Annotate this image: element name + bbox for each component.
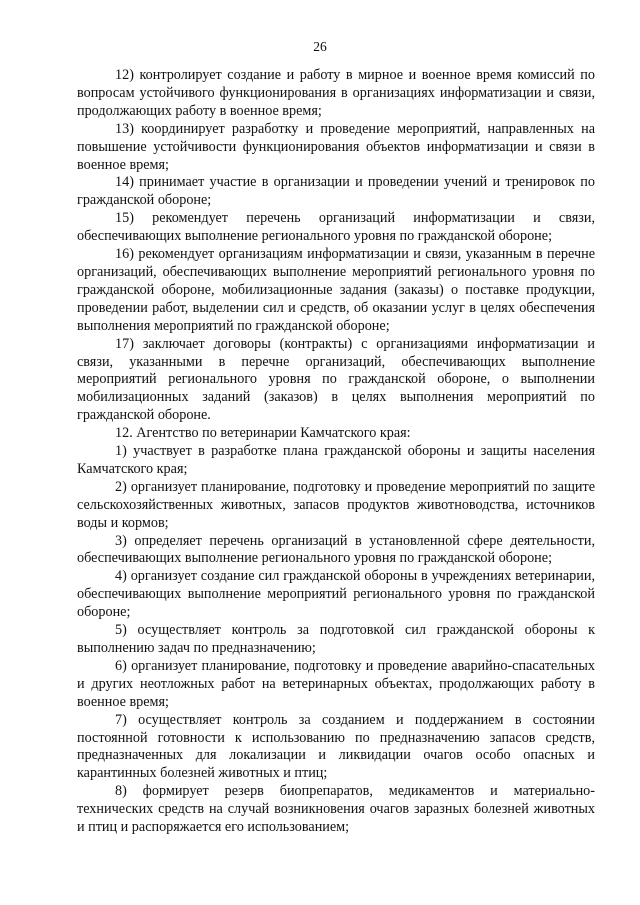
paragraph-item-12: 12) контролирует создание и работу в мирное и военное время комиссий по вопросам устойчивого функционирования в организациях информатизации и связи, продолжающих работу в военное время; [77,67,595,119]
paragraph-item-3: 3) определяет перечень организаций в установленной сфере деятельности, обеспечивающих выполнение регионального уровня по гражданской обороне; [77,532,595,567]
page-number: 26 [313,39,327,54]
paragraph-item-8: 8) формирует резерв биопрепаратов, медикаментов и материально-технических средств на случай возникновения очагов заразных болезней животных и птиц и распоряжается его использованием; [77,783,595,836]
section-heading-12: 12. Агентство по ветеринарии Камчатского края: [115,425,411,442]
document-body [77,67,595,837]
paragraph-item-2: 2) организует планирование, подготовку и проведение мероприятий по защите сельскохозяйственных животных, запасов продуктов животноводства, источников воды и кормов; [77,478,595,531]
paragraph-item-6: 6) организует планирование, подготовку и проведение аварийно-спасательных и других неотложных работ на ветеринарных объектах, продолжающих работу в военное время; [77,657,595,710]
paragraph-item-13: 13) координирует разработку и проведение мероприятий, направленных на повышение устойчивости функционирования объектов информатизации и связи в военное время; [77,120,595,173]
paragraph-item-15: 15) рекомендует перечень организаций информатизации и связи, обеспечивающих выполнение регионального уровня по гражданской обороне; [77,210,595,245]
paragraph-item-1: 1) участвует в разработке плана гражданской обороны и защиты населения Камчатского края; [77,443,595,477]
paragraph-item-4: 4) организует создание сил гражданской обороны в учреждениях ветеринарии, обеспечивающих выполнение мероприятий регионального уровня по гражданской обороне; [77,568,595,621]
paragraph-item-7: 7) осуществляет контроль за созданием и поддержанием в состоянии постоянной готовности к использованию по предназначению запасов средств, предназначенных для локализации и ликвидации очагов особо опасных и карантинных болезней животных и птиц; [77,711,595,782]
paragraph-item-16: 16) рекомендует организациям информатизации и связи, указанным в перечне организаций, обеспечивающих выполнение мероприятий регионального уровня по гражданской обороне, мобилизационные задания (заказы) о поставке продукции, проведении работ, выделении сил и средств, об оказании услуг в целях обеспечения выполнения мероприятий по гражданской обороне; [77,246,595,334]
paragraph-item-17: 17) заключает договоры (контракты) с организациями информатизации и связи, указанными в перечне организаций, обеспечивающих выполнение мероприятий регионального уровня по гражданской обороне, о выполнении мобилизационных заданий (заказов) в целях выполнения мероприятий по гражданской обороне. [77,335,595,424]
paragraph-item-14: 14) принимает участие в организации и проведении учений и тренировок по гражданской обороне; [77,174,595,209]
paragraph-item-5: 5) осуществляет контроль за подготовкой сил гражданской обороны к выполнению задач по предназначению; [77,622,595,656]
